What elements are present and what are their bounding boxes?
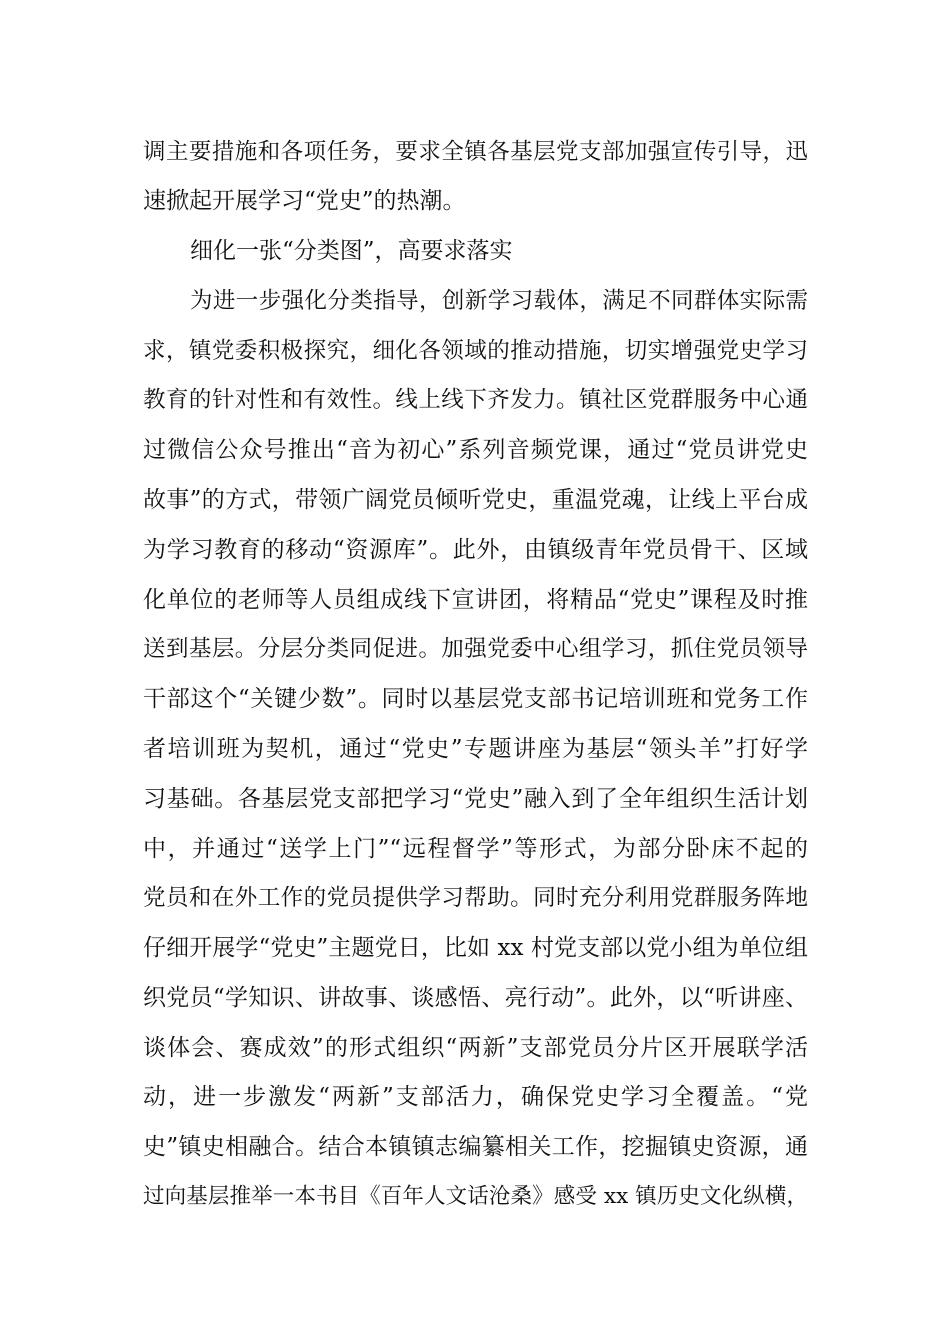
paragraph-line: 调主要措施和各项任务，要求全镇各基层党支部加强宣传引导，迅 xyxy=(143,139,808,165)
section-heading: 细化一张“分类图”，高要求落实 xyxy=(190,238,513,264)
paragraph-line: 教育的针对性和有效性。线上线下齐发力。镇社区党群服务中心通 xyxy=(143,387,808,413)
paragraph-line: 干部这个“关键少数”。同时以基层党支部书记培训班和党务工作 xyxy=(143,686,808,712)
paragraph-line: 史”镇史相融合。结合本镇镇志编纂相关工作，挖掘镇史资源，通 xyxy=(143,1134,808,1160)
paragraph-line: 谈体会、赛成效”的形式组织“两新”支部党员分片区开展联学活 xyxy=(143,1035,808,1061)
paragraph-line: 速掀起开展学习“党史”的热潮。 xyxy=(143,188,466,214)
paragraph-line: 中，并通过“送学上门”“远程督学”等形式，为部分卧床不起的 xyxy=(143,836,808,862)
paragraph-line: 动，进一步激发“两新”支部活力，确保党史学习全覆盖。“党 xyxy=(143,1084,808,1110)
paragraph-line: 仔细开展学“党史”主题党日，比如 xx 村党支部以党小组为单位组 xyxy=(143,935,808,961)
paragraph-line: 为进一步强化分类指导，创新学习载体，满足不同群体实际需 xyxy=(190,288,808,314)
paragraph-line: 送到基层。分层分类同促进。加强党委中心组学习，抓住党员领导 xyxy=(143,636,808,662)
paragraph-line: 为学习教育的移动“资源库”。此外，由镇级青年党员骨干、区域 xyxy=(143,537,808,563)
paragraph-line: 习基础。各基层党支部把学习“党史”融入到了全年组织生活计划 xyxy=(143,786,808,812)
paragraph-line: 过向基层推举一本书目《百年人文话沧桑》感受 xx 镇历史文化纵横， xyxy=(143,1184,808,1209)
paragraph-line: 化单位的老师等人员组成线下宣讲团，将精品“党史”课程及时推 xyxy=(143,587,808,613)
paragraph-line: 过微信公众号推出“音为初心”系列音频党课，通过“党员讲党史 xyxy=(143,437,808,463)
paragraph-line: 求，镇党委积极探究，细化各领域的推动措施，切实增强党史学习 xyxy=(143,338,808,364)
paragraph-line: 党员和在外工作的党员提供学习帮助。同时充分利用党群服务阵地 xyxy=(143,885,808,911)
paragraph-line: 故事”的方式，带领广阔党员倾听党史，重温党魂，让线上平台成 xyxy=(143,487,808,513)
paragraph-line: 织党员“学知识、讲故事、谈感悟、亮行动”。此外，以“听讲座、 xyxy=(143,985,808,1011)
paragraph-line: 者培训班为契机，通过“党史”专题讲座为基层“领头羊”打好学 xyxy=(143,736,808,762)
